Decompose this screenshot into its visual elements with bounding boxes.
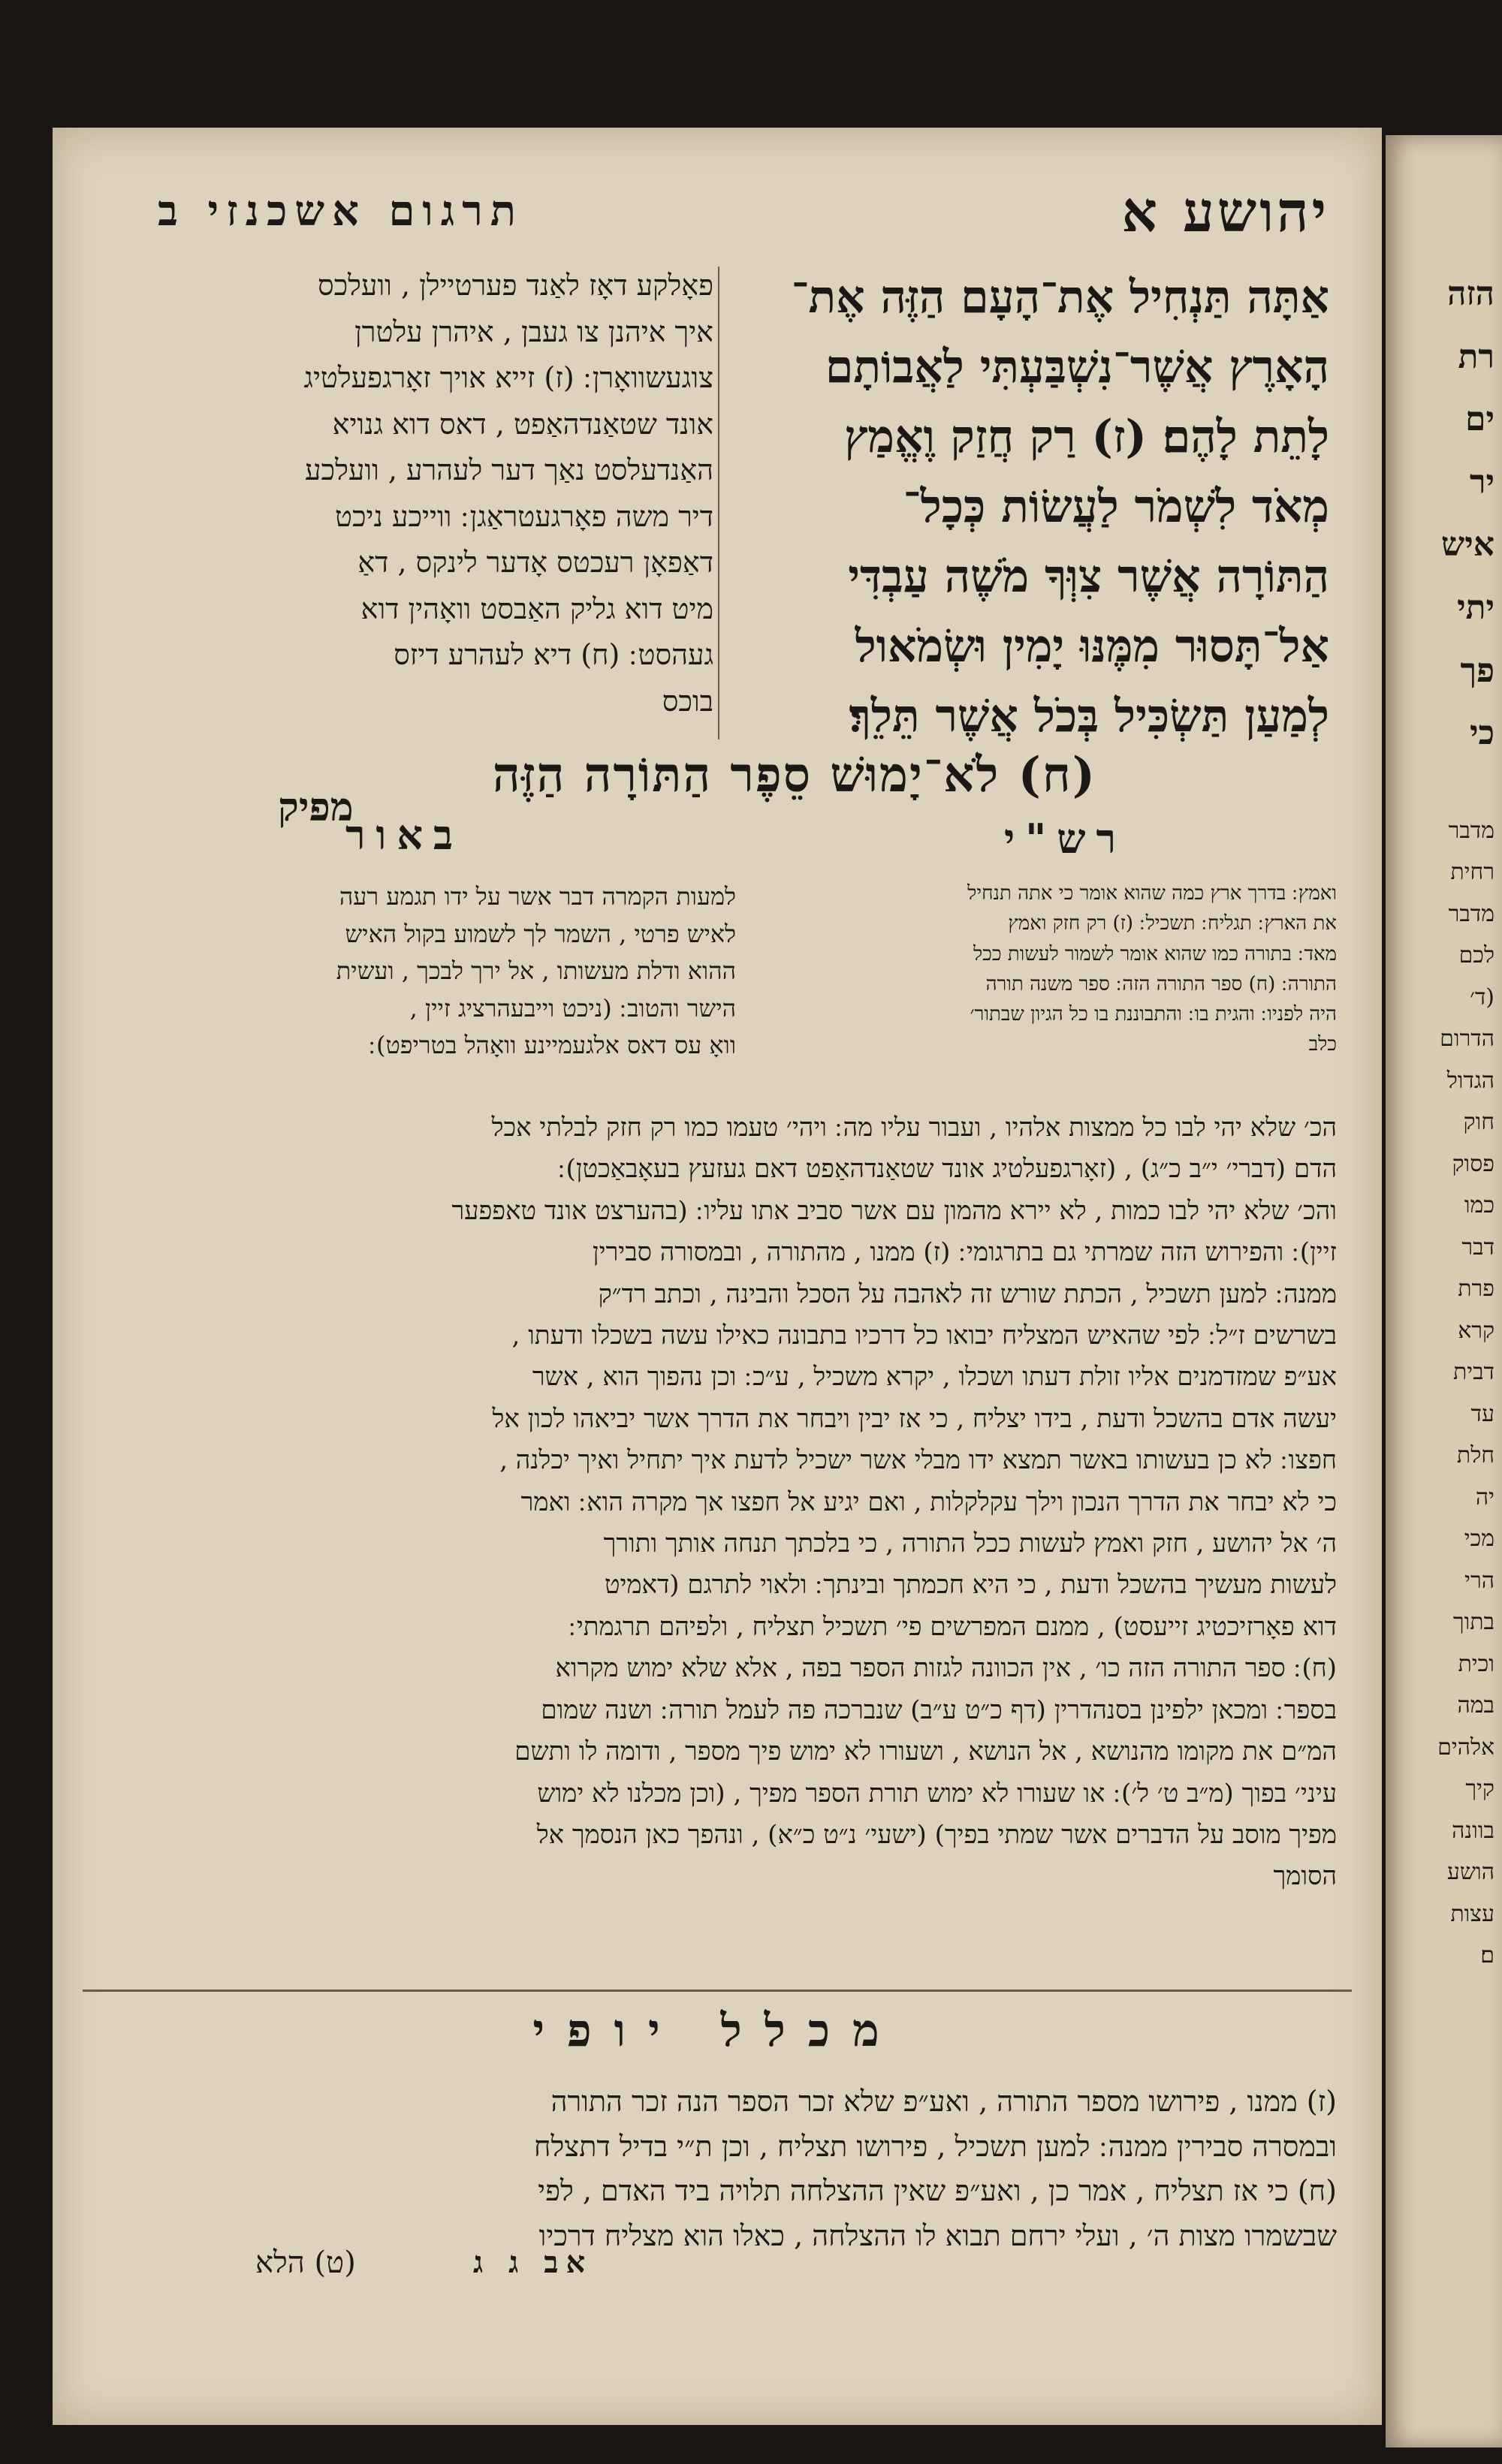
- biblical-line: אַל־תָּסוּר מִמֶּנּוּ יָמִין וּשְׂמֹאול: [855, 620, 1329, 673]
- facing-line: פך: [1460, 651, 1494, 690]
- facing-line: מדבר: [1448, 900, 1494, 927]
- commentary-line: דוא פאָרזיכטיג זייעסט) , ממנם המפרשים פי׳ תשכיל תצליח , ולפיהם תרגמתי ׃: [569, 1611, 1337, 1642]
- facing-line: פסוק: [1452, 1150, 1494, 1177]
- facing-line: בתוך: [1452, 1609, 1494, 1636]
- note-line: ובמסרה סבירין ממנה ׃ למען תשכיל , פירושו תצליח , וכן ת״י בדיל דתצלח: [534, 2129, 1337, 2163]
- targum-line: פאָלקע דאָז לאַנד פערטיילן , וועלכס: [317, 269, 713, 302]
- biur-line: הישר והטוב ׃ (ניכט וייבעהרציג זיין ,: [409, 993, 736, 1023]
- facing-line: עד: [1470, 1400, 1494, 1427]
- biblical-line: מְאֹד לִשְׁמֹר לַעֲשׂוֹת כְּכָל־: [903, 480, 1329, 533]
- facing-line: דבר: [1461, 1234, 1494, 1261]
- facing-line: הזה: [1447, 275, 1494, 313]
- rashi-line: כלב: [1308, 1033, 1337, 1056]
- facing-line: במה: [1457, 1692, 1494, 1719]
- commentary-line: הדם (דברי׳ י״ב כ״ג) , (זאָרגפעלטיג אונד שטאַנדהאַפט דאם געזעץ בעאָבאַכטן) ׃: [557, 1154, 1337, 1185]
- signature-mark: אב ג ג: [473, 2245, 593, 2280]
- facing-line: קיך: [1465, 1776, 1494, 1803]
- facing-page-edge: [1386, 135, 1502, 2447]
- section-heading-rashi: רש"י: [1003, 815, 1126, 863]
- facing-line: יר: [1469, 462, 1494, 502]
- facing-line: דבית: [1452, 1359, 1494, 1386]
- facing-line: הגדול: [1446, 1067, 1494, 1094]
- facing-line: הדרום: [1440, 1026, 1494, 1053]
- commentary-line: יעשה אדם בהשכל ודעת , בידו יצליח , כי אז יבין ויבחר את הדרך אשר יביאהו לכון אל: [492, 1403, 1337, 1434]
- note-line: שבשמרו מצות ה׳ , ועלי ירחם תבוא לו ההצלחה , כאלו הוא מצליח דרכיו: [538, 2219, 1337, 2252]
- commentary-line: מפיך מוסב על הדברים אשר שמתי בפיך) (ישעי׳ נ״ט כ״א) , ונהפך כאן הנסמך אל: [536, 1819, 1337, 1850]
- commentary-line: הכ׳ שלא יהי לבו כל ממצות אלהיו , ועבור עליו מה ׃ ויהי׳ טעמו כמו רק חזק לבלתי אכל: [491, 1113, 1337, 1143]
- commentary-line: זיין) ׃ והפירוש הזה שמרתי גם בתרגומי ׃ (ז) ממנו , מהתורה , ובמסורה סבירין: [593, 1237, 1337, 1268]
- rashi-line: ואמץ ׃ בדרך ארץ כמה שהוא אומר כי אתה תנחיל: [967, 882, 1337, 905]
- biblical-line: הָאָרֶץ אֲשֶׁר־נִשְׁבַּעְתִּי לַאֲבוֹתָם: [825, 341, 1329, 393]
- commentary-line: חפצו ׃ לא כן בעשותו באשר תמצא ידו מבלי אשר ישכיל לדעת איך יתחיל ואיך יכלנה ,: [499, 1445, 1337, 1476]
- facing-line: קרא: [1458, 1317, 1494, 1344]
- section-divider: [83, 1990, 1352, 1992]
- biur-commentary: [90, 878, 736, 1065]
- biblical-line: אַתָּה תַּנְחִיל אֶת־הָעָם הַזֶּה אֶת־: [791, 271, 1329, 324]
- targum-line: איך איהנן צו געבן , איהרן עלטרן: [354, 315, 713, 348]
- biblical-verse-8: (ח) לֹא־יָמוּשׁ סֵפֶר הַתּוֹרָה הַזֶּה: [492, 747, 1096, 803]
- biur-line: לאיש פרטי , השמר לך לשמוע בקול האיש: [345, 919, 736, 948]
- commentary-line: המ״ם את מקומו מהנושא , אל הנושא , ושעורו לא ימוש פיך מספר , ודומה לו ותשם: [514, 1737, 1337, 1767]
- facing-line: ם׃: [1480, 1942, 1494, 1969]
- facing-line: מדבר: [1448, 817, 1494, 844]
- rashi-line: התורה ׃ (ח) ספר התורה הזה ׃ ספר משנה תורה: [985, 972, 1337, 996]
- biblical-text-column: [713, 263, 1329, 752]
- facing-line: הרי: [1464, 1567, 1494, 1594]
- facing-line: (ד׳: [1469, 983, 1494, 1011]
- facing-line: רת: [1458, 337, 1494, 376]
- book-page: [53, 128, 1382, 2425]
- commentary-line: אע״פ שמזדמנים אליו זולת דעתו ושכלו , יקרא משכיל , ע״כ ׃ וכן נהפוך הוא , אשר: [532, 1362, 1337, 1393]
- commentary-line: הסומך: [1273, 1861, 1337, 1892]
- commentary-line: עיני׳ בפוך (מ״ב ט׳ ל׳) ׃ או שעורו לא ימוש תורת הספר מפיך , (וכן מכלנו לא ימוש: [537, 1778, 1337, 1809]
- commentary-line: בשרשים ז״ל ׃ לפי שהאיש המצליח יבואו כל דרכיו בתבונה כאילו עשה בשכלו ודעתו ,: [511, 1321, 1337, 1351]
- note-line: (ז) ממנו , פירושו מספר התורה , ואע״פ שלא זכר הספר הנה זכר התורה: [550, 2085, 1337, 2118]
- catchword-mafpik: מפיק: [278, 785, 354, 830]
- facing-line: מכי: [1464, 1526, 1494, 1553]
- biblical-line: לְמַעַן תַּשְׂכִּיל בְּכֹל אֲשֶׁר תֵּלֵךְ׃: [849, 690, 1329, 743]
- facing-line: כמו: [1464, 1192, 1494, 1219]
- facing-line: בוונה: [1452, 1817, 1494, 1844]
- rashi-line: מאד ׃ בתורה כמו שהוא אומר לשמור לעשות ככל: [973, 942, 1337, 965]
- section-heading-mikhlal-yofi: מכלל יופי: [532, 2005, 902, 2057]
- commentary-line: ממנה ׃ למען תשכיל , הכתת שורש זה לאהבה על הסכל והבינה , וכתב רד״ק: [598, 1279, 1337, 1309]
- facing-line: יה: [1475, 1484, 1494, 1511]
- commentary-line: לעשות מעשיך בהשכל ודעת , כי היא חכמתך ובינתך ׃ ולאוי לתרגם (דאמיט: [604, 1570, 1337, 1601]
- targum-column: [98, 263, 713, 724]
- facing-line: רחית: [1450, 859, 1494, 886]
- facing-line: וכית: [1458, 1650, 1494, 1677]
- targum-line: דיר משה פאָרגעטראַגן ׃ ווייכע ניכט: [335, 499, 713, 533]
- targum-line: האַנדעלסט נאַך דער לעהרע , וועלכע: [304, 453, 713, 487]
- note-line: (ח) כי אז תצליח , אמר כן , ואע״פ שאין ההצלחה תלויה ביד האדם , לפי: [538, 2174, 1337, 2208]
- commentary-line: בספר ׃ ומכאן ילפינן בסנהדרין (דף כ״ט ע״ב) שנברכה פה לעמל תורה ׃ ושנה שמום: [541, 1694, 1337, 1725]
- targum-line: צוגעשוואָרן ׃ (ז) זייא אויך זאָרגפעלטיג: [303, 361, 713, 395]
- facing-line: חלת: [1456, 1442, 1494, 1469]
- mikhlal-yofi-notes: [90, 2080, 1337, 2259]
- targum-line: מיט דוא גליק האַבסט וואָהין דוא: [360, 592, 713, 625]
- facing-line: לכם: [1458, 942, 1494, 969]
- facing-line: אלהים: [1437, 1734, 1494, 1761]
- targum-line: אונד שטאַנדהאַפט , דאס דוא גנויא: [332, 407, 713, 441]
- biur-line: ההוא ודלת מעשותו , אל ירך לבכך , ועשית: [336, 956, 736, 986]
- biur-line: למעות הקמרה דבר אשר על ידו תגמע רעה: [339, 882, 736, 911]
- column-divider: [718, 267, 719, 740]
- facing-line: עצות: [1450, 1900, 1494, 1927]
- facing-line: ים: [1465, 400, 1494, 439]
- biur-line: וואָ עס דאס אלגעמיינע וואָהל בטריפט) ׃: [368, 1031, 736, 1060]
- commentary-line: כי לא יבחר את הדרך הנכון וילך עקלקלות , ואם יגיע אל חפצו אך מקרה הוא ׃ ואמר: [520, 1487, 1337, 1517]
- rashi-commentary: [736, 878, 1337, 1060]
- facing-line: פרת: [1458, 1276, 1494, 1303]
- targum-line: דאַפאָן רעכטס אָדער לינקס , דאַ: [357, 546, 713, 580]
- page-header-book-title: יהושע א: [1121, 180, 1329, 245]
- facing-line: חוק: [1463, 1109, 1494, 1136]
- biblical-line: לָתֵת לָהֶם׃ (ז) רַק חֲזַק וֶאֱמַץ: [844, 411, 1329, 463]
- targum-line: געהסט ׃ (ח) דיא לעהרע דיזס: [394, 638, 713, 672]
- facing-line: איש: [1441, 526, 1494, 565]
- full-width-commentary: [90, 1107, 1337, 1898]
- facing-line: יתי: [1457, 588, 1494, 627]
- commentary-line: (ח) ׃ ספר התורה הזה כו׳ , אין הכוונה לגזות הספר בפה , אלא שלא ימוש מקרוא: [555, 1653, 1337, 1684]
- rashi-line: היה לפניו ׃ והגית בו ׃ והתבוננת בו כל הגיון שבתור׳: [970, 1003, 1337, 1026]
- page-header-translation-title: תרגום אשכנזי ב: [158, 186, 523, 236]
- catchword: (ט) הלא: [255, 2246, 356, 2280]
- facing-line: כי: [1469, 714, 1494, 753]
- commentary-line: ה׳ אל יהושע , חזק ואמץ לעשות ככל התורה , כי בלכתך תנחה אותך ותורך: [603, 1529, 1337, 1559]
- commentary-line: והכ׳ שלא יהי לבו כמות , לא יירא מהמון עם אשר סביב אתו עליו ׃ (בהערצט אונד טאפפער: [451, 1195, 1337, 1226]
- facing-line: הושע: [1446, 1859, 1494, 1886]
- rashi-line: את הארץ ׃ תגליח ׃ תשכיל ׃ (ז) רק חזק ואמץ: [1008, 912, 1337, 935]
- biblical-line: הַתּוֹרָה אֲשֶׁר צִוְּךָ מֹשֶׁה עַבְדִּי: [848, 550, 1329, 603]
- targum-line: בוכס: [662, 684, 713, 718]
- section-heading-biur: באור: [345, 811, 464, 859]
